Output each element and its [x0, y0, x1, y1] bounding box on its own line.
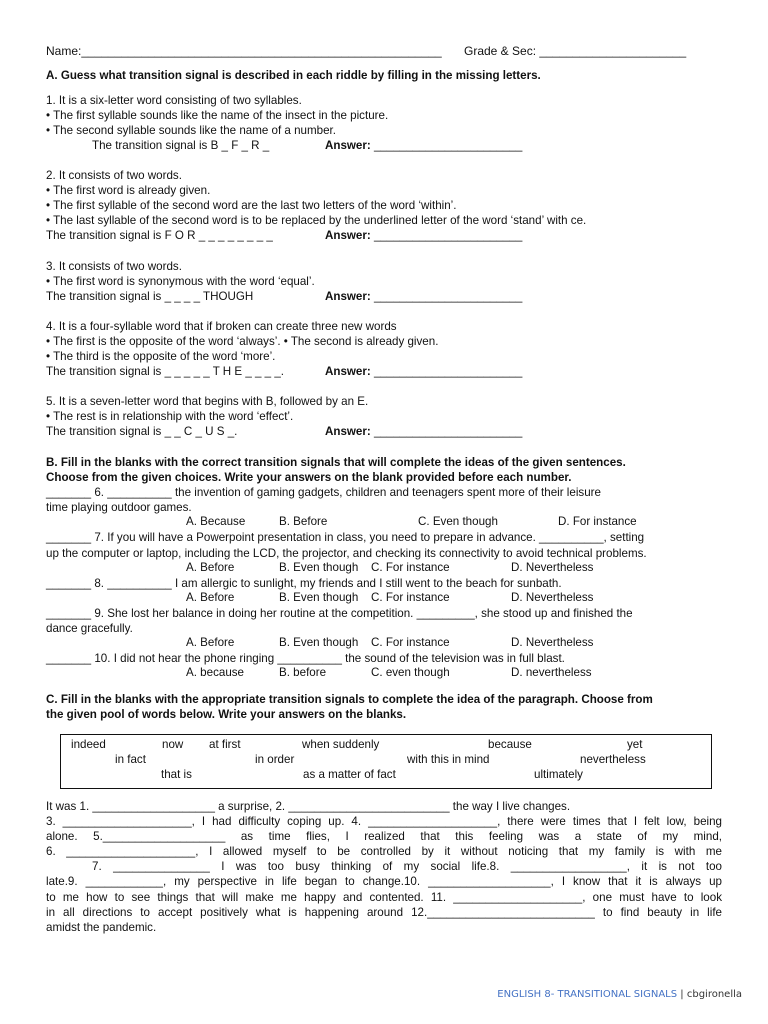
word-pool-row: [61, 753, 711, 768]
word-pool-row: [61, 768, 711, 783]
question-line: _______ 6. __________ the invention of gaming gadgets, children and teenagers spent more of their leisure: [46, 486, 601, 500]
transition-signal-pattern: The transition signal is B _ F _ R _: [92, 139, 270, 153]
answer-blank[interactable]: _______________________: [373, 290, 523, 304]
word-pool-item: that is: [161, 768, 192, 781]
choice-option[interactable]: C. Even though: [418, 515, 498, 529]
transition-signal-line: [46, 424, 722, 439]
riddle: [46, 93, 722, 153]
name-blank[interactable]: ______________________________________________________: [81, 44, 442, 58]
answer-label: Answer:: [325, 365, 371, 379]
choices-row: [46, 636, 722, 651]
riddle-line: 4. It is a four-syllable word that if broken can create three new words: [46, 320, 397, 333]
answer-label: Answer:: [325, 425, 371, 439]
riddle: [46, 259, 722, 304]
question-line: up the computer or laptop, including the LCD, the projector, and checking its connectivity to avoid technical problems.: [46, 546, 647, 560]
riddle-line: 3. It consists of two words.: [46, 260, 182, 273]
answer-label: Answer:: [325, 229, 371, 243]
section-a: [46, 68, 722, 83]
choices-row: [46, 515, 722, 530]
word-pool-item: indeed: [71, 738, 106, 751]
answer-field[interactable]: [325, 228, 522, 243]
word-pool-row: [61, 738, 711, 753]
riddle-line: • The second syllable sounds like the name of a number.: [46, 124, 336, 138]
footer-author: cbgironella: [686, 989, 742, 1000]
word-pool-item: when suddenly: [302, 738, 380, 751]
choice-option[interactable]: D. Nevertheless: [511, 560, 594, 574]
choice-option[interactable]: A. Before: [186, 560, 235, 574]
footer: [497, 989, 742, 1000]
word-pool-item: nevertheless: [580, 753, 646, 766]
name-field[interactable]: [46, 44, 442, 58]
riddle-line: 2. It consists of two words.: [46, 169, 182, 182]
paragraph-line: to me how to see things that will make me happy and contented. 11. ____________________, one must have to look: [46, 890, 722, 904]
word-pool-item: because: [488, 738, 532, 751]
section-b: [46, 455, 722, 681]
transition-signal-pattern: The transition signal is F O R _ _ _ _ _ _ _ _: [46, 229, 273, 243]
choice-option[interactable]: D. Nevertheless: [511, 636, 594, 650]
answer-field[interactable]: [325, 289, 522, 304]
word-pool-box: [60, 734, 712, 789]
grade-sec-label: Grade & Sec:: [464, 44, 537, 58]
choices-row: [46, 561, 722, 576]
answer-field[interactable]: [325, 364, 522, 379]
grade-sec-field[interactable]: [464, 44, 686, 58]
paragraph-line: 7. _______________ I was too busy thinking of my social life.8. __________________, it is not too: [92, 860, 722, 874]
choice-option[interactable]: D. For instance: [558, 515, 637, 529]
choice-option[interactable]: A. because: [186, 666, 245, 680]
riddle-line: • The rest is in relationship with the word ‘effect’.: [46, 410, 294, 424]
choice-option[interactable]: C. For instance: [371, 590, 450, 604]
choices-row: [46, 591, 722, 606]
section-a-heading: A. Guess what transition signal is described in each riddle by filling in the missing letters.: [46, 69, 541, 82]
riddle-line: • The first word is already given.: [46, 184, 211, 198]
word-pool-item: in fact: [115, 753, 146, 766]
transition-signal-pattern: The transition signal is _ _ C _ U S _.: [46, 425, 238, 439]
answer-blank[interactable]: _______________________: [373, 425, 523, 439]
choice-option[interactable]: C. even though: [371, 666, 450, 680]
transition-signal-line: [46, 138, 722, 153]
riddle-line: • The first syllable sounds like the name of the insect in the picture.: [46, 109, 389, 123]
fill-in-paragraph: [46, 799, 722, 935]
word-pool-item: at first: [209, 738, 241, 751]
choice-option[interactable]: C. For instance: [371, 560, 450, 574]
paragraph-line: 3. ____________________, I had difficulty coping up. 4. ____________________, there were times that I felt low, being: [46, 815, 722, 829]
question-line: _______ 8. __________ I am allergic to sunlight, my friends and I still went to the beach for sunbath.: [46, 576, 562, 590]
section-b-heading-line: B. Fill in the blanks with the correct transition signals that will complete the ideas of the given sentences.: [46, 456, 626, 469]
paragraph-line: 6. ____________________, I allowed myself to be controlled by it without noticing that my family is with me: [46, 845, 722, 859]
paragraph-line: alone. 5.___________________ as time flies, I realized that this feeling was a state of my mind,: [46, 830, 722, 844]
footer-course: ENGLISH 8- TRANSITIONAL SIGNALS: [497, 989, 678, 1000]
word-pool-item: in order: [255, 753, 295, 766]
transition-signal-line: [46, 228, 722, 243]
riddle: [46, 168, 722, 243]
word-pool-item: yet: [627, 738, 643, 751]
riddle-line: • The first syllable of the second word are the last two letters of the word ‘within’.: [46, 199, 457, 213]
riddle: [46, 394, 722, 439]
word-pool-item: with this in mind: [407, 753, 490, 766]
question-line: time playing outdoor games.: [46, 501, 192, 515]
choice-option[interactable]: B. Even though: [279, 590, 359, 604]
question-line: _______ 9. She lost her balance in doing her routine at the competition. _________, she stood up and finished the: [46, 606, 633, 620]
grade-sec-blank[interactable]: ______________________: [539, 44, 687, 58]
choice-option[interactable]: A. Because: [186, 515, 246, 529]
choices-row: [46, 666, 722, 681]
transition-signal-pattern: The transition signal is _ _ _ _ _ T H E _ _ _ _.: [46, 365, 285, 379]
paragraph-line: amidst the pandemic.: [46, 920, 157, 934]
choice-option[interactable]: B. Even though: [279, 636, 359, 650]
riddle-line: 5. It is a seven-letter word that begins with B, followed by an E.: [46, 395, 369, 408]
choice-option[interactable]: C. For instance: [371, 636, 450, 650]
answer-blank[interactable]: _______________________: [373, 229, 523, 243]
transition-signal-line: [46, 289, 722, 304]
word-pool-item: as a matter of fact: [303, 768, 396, 781]
answer-blank[interactable]: _______________________: [373, 365, 523, 379]
riddle-line: • The first word is synonymous with the word ‘equal’.: [46, 275, 315, 289]
answer-label: Answer:: [325, 290, 371, 304]
transition-signal-pattern: The transition signal is _ _ _ _ THOUGH: [46, 290, 254, 304]
answer-field[interactable]: [325, 138, 522, 153]
answer-label: Answer:: [325, 139, 371, 153]
footer-separator: |: [680, 989, 684, 1000]
riddle-line: • The last syllable of the second word is to be replaced by the underlined letter of the word ‘stand’ with ce.: [46, 214, 587, 228]
choice-option[interactable]: A. Before: [186, 590, 235, 604]
choice-option[interactable]: B. before: [279, 666, 327, 680]
question-line: _______ 7. If you will have a Powerpoint presentation in class, you need to prepare in advance. __________, setting: [46, 531, 645, 545]
section-c-heading: [46, 692, 722, 722]
choice-option[interactable]: A. Before: [186, 636, 235, 650]
section-b-heading-line: Choose from the given choices. Write your answers on the blank provided before each number.: [46, 471, 572, 485]
question-line: dance gracefully.: [46, 622, 133, 636]
word-pool-item: ultimately: [534, 768, 583, 781]
choice-option[interactable]: D. Nevertheless: [511, 590, 594, 604]
paragraph-line: in all directions to accept positively what is happening around 12.__________________________ to find beauty in life: [46, 905, 722, 919]
transition-signal-line: [46, 364, 722, 379]
riddle: [46, 319, 722, 379]
answer-blank[interactable]: _______________________: [373, 139, 523, 153]
choice-option[interactable]: B. Before: [279, 515, 328, 529]
riddle-line: 1. It is a six-letter word consisting of two syllables.: [46, 94, 302, 107]
paragraph-line: late.9. ____________, my perspective in life began to change.10. ___________________, I know that it is always up: [46, 875, 722, 889]
name-label: Name:: [46, 44, 82, 58]
paragraph-line: It was 1. ___________________ a surprise, 2. _________________________ the way I live changes.: [46, 800, 571, 813]
question-line: _______ 10. I did not hear the phone ringing __________ the sound of the television was in full blast.: [46, 652, 565, 666]
answer-field[interactable]: [325, 424, 522, 439]
riddle-line: • The first is the opposite of the word ‘always’. • The second is already given.: [46, 335, 439, 349]
section-c-heading-line: the given pool of words below. Write your answers on the blanks.: [46, 708, 407, 722]
choice-option[interactable]: B. Even though: [279, 560, 359, 574]
section-c-heading-line: C. Fill in the blanks with the appropriate transition signals to complete the idea of the paragraph. Choose from: [46, 693, 653, 706]
riddle-line: • The third is the opposite of the word ‘more’.: [46, 350, 276, 364]
word-pool-item: now: [162, 738, 184, 751]
choice-option[interactable]: D. nevertheless: [511, 666, 592, 680]
